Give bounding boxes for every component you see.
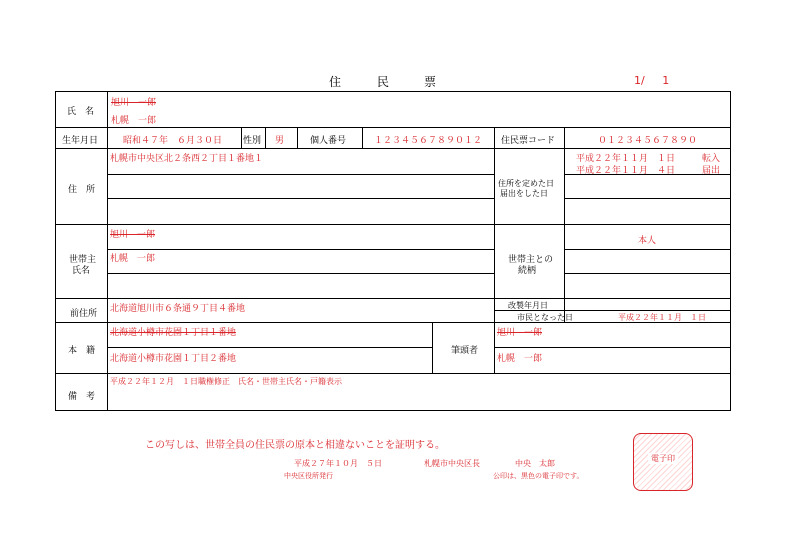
label-revision-date: 改製年月日 [508, 301, 548, 310]
label-sex: 性別 [243, 136, 262, 146]
title-char-2: 民 [377, 75, 390, 89]
page-number: 1/ 1 [634, 74, 670, 87]
name-old: 旭川 一郎 [111, 98, 157, 108]
name-new: 札幌 一郎 [111, 116, 157, 126]
label-address-date: 住所を定めた日 [498, 179, 554, 188]
householder-new: 札幌 一郎 [110, 254, 156, 264]
label-remarks: 備 考 [68, 392, 96, 402]
label-address-date-2: 届出をした日 [500, 189, 548, 198]
issuer-title: 札幌市中央区長 [424, 459, 480, 468]
address-type-1: 転入 [702, 154, 721, 164]
issuing-office: 中央区役所発行 [284, 472, 333, 480]
title-char-1: 住 [329, 75, 342, 89]
address-date-1: 平成２２年１１月 １日 [576, 154, 676, 164]
stamp-label: 電子印 [648, 453, 678, 464]
label-birth: 生年月日 [62, 136, 99, 146]
label-name: 氏 名 [67, 107, 95, 117]
remarks-value: 平成２２年１２月 １日職権修正 氏名・世帯主氏名・戸籍表示 [110, 377, 342, 386]
address-value: 札幌市中央区北２条西２丁目１番地１ [110, 154, 264, 164]
label-householder-2: 氏名 [72, 266, 91, 276]
label-honseki: 本 籍 [68, 346, 96, 356]
address-type-2: 届出 [702, 166, 721, 176]
householder-old: 旭川 一郎 [110, 230, 156, 240]
seal-note: 公印は、黒色の電子印です。 [493, 472, 584, 480]
certification-date: 平成２７年１０月 ５日 [294, 459, 382, 468]
resident-code: ０１２３４５６７８９０ [598, 136, 698, 146]
personal-number: １２３４５６７８９０１２ [374, 136, 483, 146]
label-householder: 世帯主 [69, 255, 97, 265]
label-relation: 世帯主との [508, 255, 554, 265]
hittousha-old: 旭川 一郎 [497, 328, 543, 338]
relation-value: 本人 [638, 236, 657, 246]
prev-address-value: 北海道旭川市６条通９丁目４番地 [110, 304, 246, 314]
hittousha-new: 札幌 一郎 [497, 354, 543, 364]
title-char-3: 票 [424, 75, 437, 89]
label-prev-address: 前住所 [70, 309, 98, 319]
certification-text: この写しは、世帯全員の住民票の原本と相違ないことを証明する。 [145, 440, 445, 451]
issuer-name: 中央 太郎 [515, 459, 555, 468]
label-hittousha: 筆頭者 [451, 346, 479, 356]
address-date-2: 平成２２年１１月 ４日 [576, 166, 676, 176]
birth-date: 昭和４７年 ６月３０日 [123, 136, 223, 146]
electronic-seal-stamp [633, 433, 693, 491]
label-resident-code: 住民票コード [501, 136, 556, 146]
honseki-old: 北海道小樽市花園１丁目１番地 [110, 328, 237, 338]
label-relation-2: 続柄 [518, 266, 537, 276]
sex-value: 男 [275, 136, 285, 146]
label-became-resident: 市民となった日 [517, 313, 573, 322]
became-resident-value: 平成２２年１１月 １日 [618, 313, 706, 322]
label-personal-number: 個人番号 [310, 136, 347, 146]
label-address: 住 所 [68, 185, 96, 195]
honseki-new: 北海道小樽市花園１丁目２番地 [110, 354, 237, 364]
